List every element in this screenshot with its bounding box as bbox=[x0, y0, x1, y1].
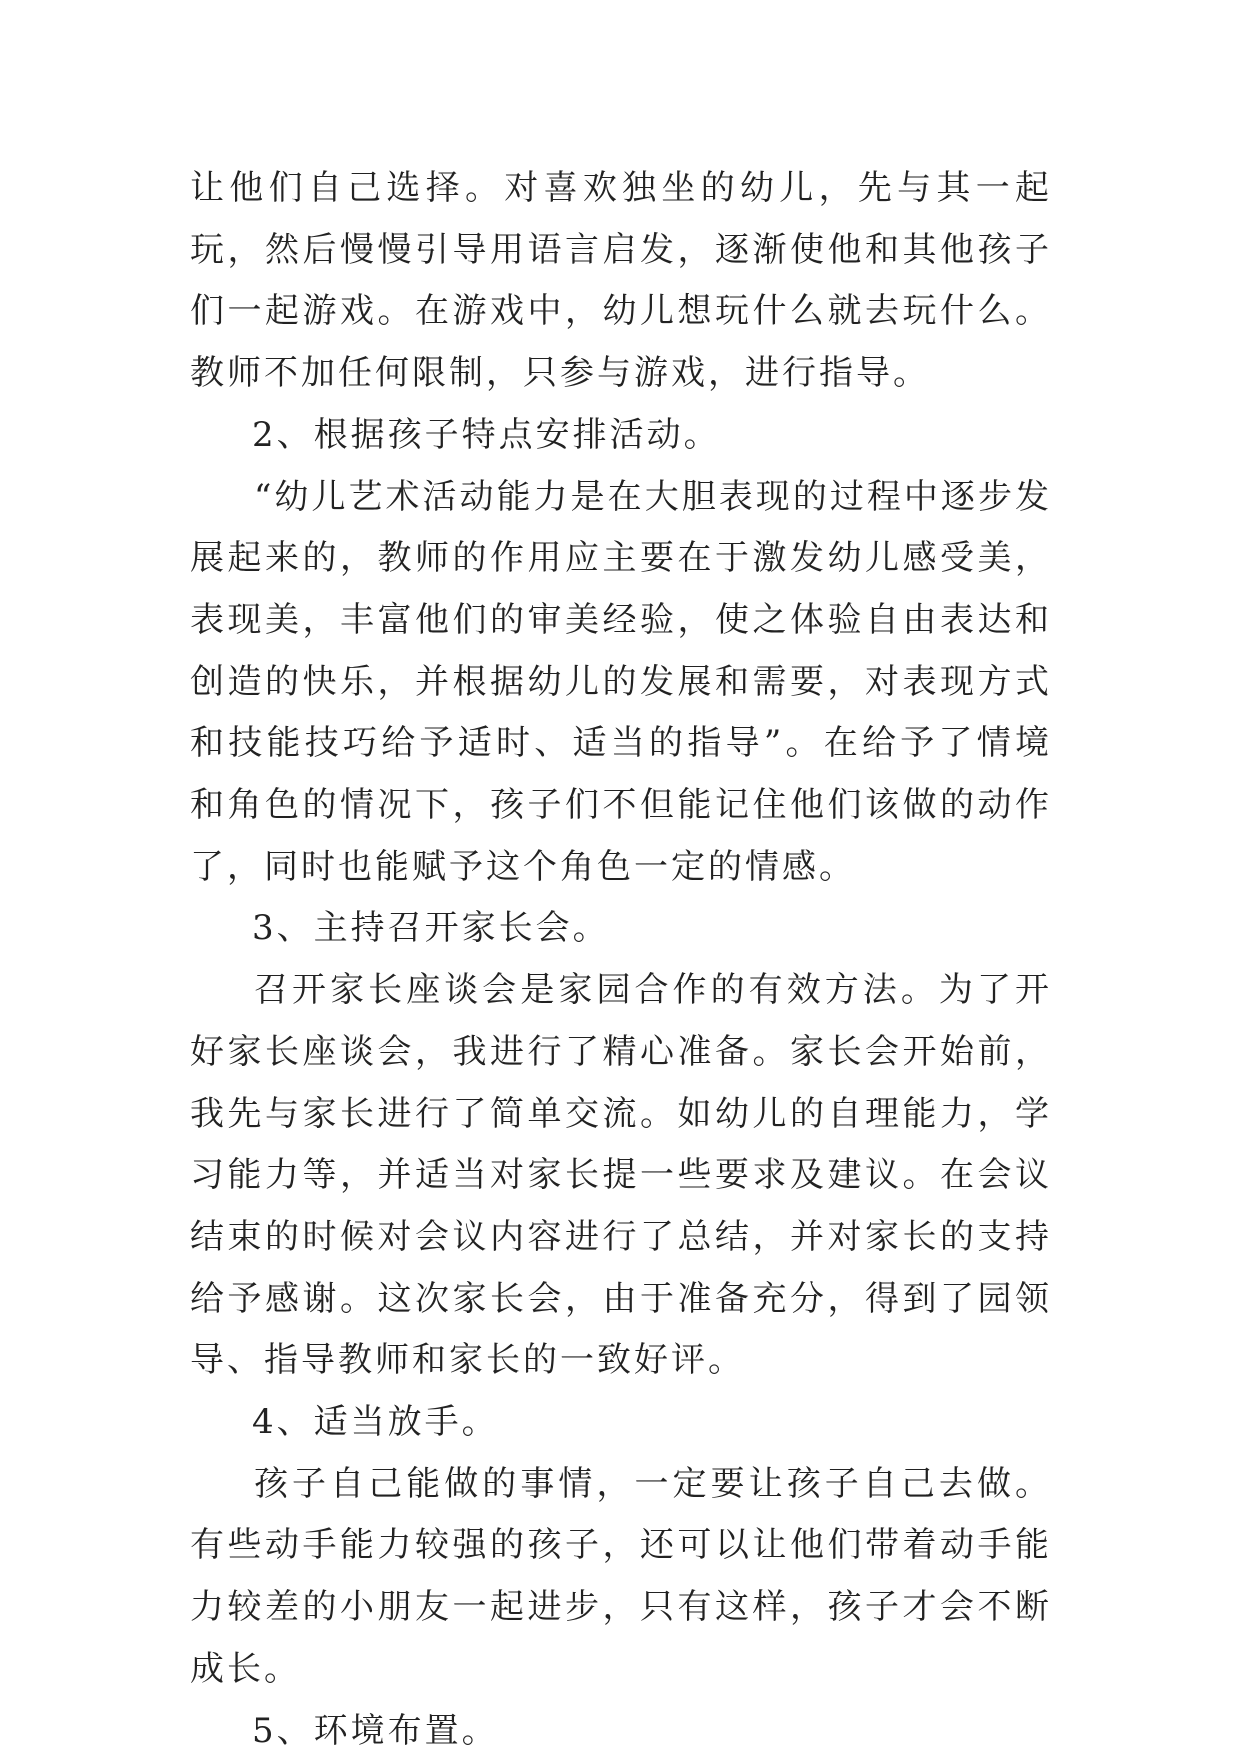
paragraph-parent-meeting: 召开家长座谈会是家园合作的有效方法。为了开好家长座谈会，我进行了精心准备。家长会开始前，我先与家长进行了简单交流。如幼儿的自理能力，学习能力等，并适当对家长提一些要求及建议。在会议结束的时候对会议内容进行了总结，并对家长的支持给予感谢。这次家长会，由于准备充分，得到了园领导、指导教师和家长的一致好评。 bbox=[190, 970, 1052, 1381]
paragraph-art-activity: “幼儿艺术活动能力是在大胆表现的过程中逐步发展起来的，教师的作用应主要在于激发幼儿感受美，表现美，丰富他们的审美经验，使之体验自由表达和创造的快乐，并根据幼儿的发展和需要，对表现方式和技能技巧给予适时、适当的指导”。在给予了情境和角色的情况下，孩子们不但能记住他们该做的动作了，同时也能赋予这个角色一定的情感。 bbox=[190, 476, 1052, 887]
paragraph-guidance-continued: 让他们自己选择。对喜欢独坐的幼儿，先与其一起玩，然后慢慢引导用语言启发，逐渐使他和其他孩子们一起游戏。在游戏中，幼儿想玩什么就去玩什么。教师不加任何限制，只参与游戏，进行指导。 bbox=[190, 168, 1052, 394]
document-body bbox=[190, 158, 1052, 1762]
section-heading-3: 3、主持召开家长会。 bbox=[252, 908, 610, 949]
section-heading-4: 4、适当放手。 bbox=[252, 1402, 499, 1443]
paragraph-let-go: 孩子自己能做的事情，一定要让孩子自己去做。有些动手能力较强的孩子，还可以让他们带着动手能力较差的小朋友一起进步，只有这样，孩子才会不断成长。 bbox=[190, 1463, 1052, 1689]
section-heading-2: 2、根据孩子特点安排活动。 bbox=[252, 414, 721, 455]
section-heading-5: 5、环境布置。 bbox=[252, 1710, 499, 1751]
